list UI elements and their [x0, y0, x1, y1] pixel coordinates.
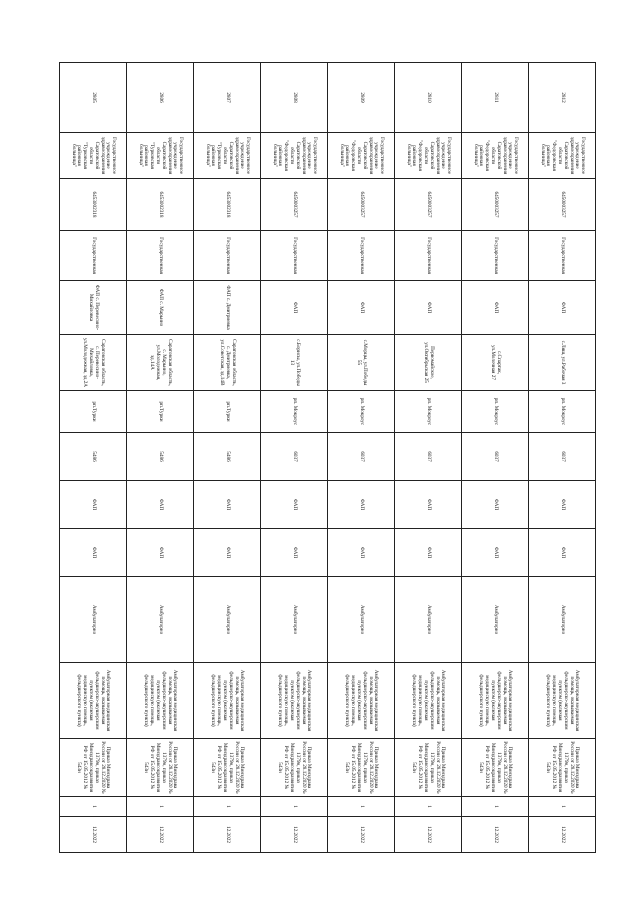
cell-ownership: Государственная: [395, 231, 462, 281]
cell-address: Саратовская область, с. Дмитриевка, ул.Советская, зд.14В: [194, 335, 261, 391]
cell-inn: 6453002318: [60, 179, 127, 231]
cell-id: 2811: [462, 63, 529, 133]
cell-unit-type1: ФАП: [194, 481, 261, 529]
cell-unit-name: ФАП: [395, 281, 462, 335]
cell-settlement: рп.Турки: [127, 391, 194, 433]
facility-register-table: [59, 62, 596, 853]
cell-unit-type1: ФАП: [60, 481, 127, 529]
cell-id: 2812: [529, 63, 596, 133]
cell-care-type: Амбулаторно: [328, 577, 395, 663]
cell-settlement: рп.Турки: [194, 391, 261, 433]
cell-ownership: Государственная: [328, 231, 395, 281]
cell-address: Первомайское, ул.Октябрьская 25: [395, 335, 462, 391]
cell-scope: Амбулаторная медицинская помощь, оказываемая фельдшерско-акушерским пунктом (включая медицинскую помощь, фельдшерского пункта): [462, 663, 529, 739]
cell-unit-type1: ФАП: [462, 481, 529, 529]
table-row: [194, 63, 261, 853]
cell-settlement: рп. Мокроус: [529, 391, 596, 433]
cell-basis: Приказ Минздрава России от 28.12.2020 № 1379н, приказ Минздравсоцразвития РФ от 15.05.2012 № 543н: [127, 739, 194, 797]
cell-org: Государственное учреждение здравоохранения Саратовской области "Федоровская районная больница": [529, 133, 596, 179]
cell-unit-name: ФАП: [328, 281, 395, 335]
cell-flag: 1: [328, 797, 395, 817]
cell-id: 2808: [261, 63, 328, 133]
cell-address: Саратовская область, с. Марьино, ул.Молодежная, зд.14А: [127, 335, 194, 391]
cell-id: 2810: [395, 63, 462, 133]
cell-code: 6037: [328, 433, 395, 481]
cell-inn: 6453002318: [194, 179, 261, 231]
cell-unit-type2: ФАП: [462, 529, 529, 577]
cell-unit-type1: ФАП: [395, 481, 462, 529]
cell-care-type: Амбулаторно: [529, 577, 596, 663]
cell-date: 12.2022: [395, 817, 462, 853]
cell-address: Саратовская область, с. Перевесино-Михайловка, ул.Молодежная, зд.2А: [60, 335, 127, 391]
cell-flag: 1: [462, 797, 529, 817]
cell-org: Государственное учреждение здравоохранения Саратовской области "Турковская районная больница": [60, 133, 127, 179]
cell-inn: 6450003257: [395, 179, 462, 231]
cell-org: Государственное учреждение здравоохранения Саратовской области "Федоровская районная больница": [395, 133, 462, 179]
cell-unit-type1: ФАП: [127, 481, 194, 529]
cell-ownership: Государственная: [462, 231, 529, 281]
cell-care-type: Амбулаторно: [462, 577, 529, 663]
cell-unit-type2: ФАП: [328, 529, 395, 577]
table-row: [261, 63, 328, 853]
cell-code: 5486: [194, 433, 261, 481]
cell-date: 12.2022: [60, 817, 127, 853]
cell-org: Государственное учреждение здравоохранения Саратовской области "Турковская районная больница": [194, 133, 261, 179]
cell-inn: 6453002318: [127, 179, 194, 231]
cell-scope: Амбулаторная медицинская помощь, оказываемая фельдшерско-акушерским пунктом (включая медицинскую помощь, фельдшерского пункта): [395, 663, 462, 739]
cell-settlement: рп. Мокроус: [261, 391, 328, 433]
cell-date: 12.2022: [328, 817, 395, 853]
cell-scope: Амбулаторная медицинская помощь, оказываемая фельдшерско-акушерским пунктом (включая медицинскую помощь, фельдшерского пункта): [127, 663, 194, 739]
cell-basis: Приказ Минздрава России от 28.12.2020 № 1379н, приказ Минздравсоцразвития РФ от 15.05.2012 № 543н: [328, 739, 395, 797]
cell-address: с.Спартак, ул.Молочная 27: [462, 335, 529, 391]
cell-org: Государственное учреждение здравоохранения Саратовской области "Федоровская районная больница": [328, 133, 395, 179]
cell-settlement: рп. Мокроус: [395, 391, 462, 433]
table-row: [328, 63, 395, 853]
cell-flag: 1: [395, 797, 462, 817]
cell-ownership: Государственная: [127, 231, 194, 281]
cell-ownership: Государственная: [194, 231, 261, 281]
cell-date: 12.2022: [194, 817, 261, 853]
cell-settlement: рп.Турки: [60, 391, 127, 433]
cell-care-type: Амбулаторно: [261, 577, 328, 663]
cell-address: с.Борисы, ул.Победы 13: [261, 335, 328, 391]
cell-basis: Приказ Минздрава России от 28.12.2020 № 1379н, приказ Минздравсоцразвития РФ от 15.05.2012 № 543н: [462, 739, 529, 797]
cell-ownership: Государственная: [261, 231, 328, 281]
cell-address: с.Морцы, ул.Победы 55: [328, 335, 395, 391]
cell-basis: Приказ Минздрава России от 28.12.2020 № 1379н, приказ Минздравсоцразвития РФ от 15.05.2012 № 543н: [60, 739, 127, 797]
cell-unit-type2: ФАП: [60, 529, 127, 577]
cell-date: 12.2022: [261, 817, 328, 853]
register-rows: [60, 63, 596, 853]
cell-ownership: Государственная: [60, 231, 127, 281]
cell-unit-name: ФАП с. Марьино: [127, 281, 194, 335]
cell-scope: Амбулаторная медицинская помощь, оказываемая фельдшерско-акушерским пунктом (включая медицинскую помощь, фельдшерского пункта): [529, 663, 596, 739]
cell-flag: 1: [60, 797, 127, 817]
rotated-register-table: [62, 62, 596, 852]
cell-unit-name: ФАП: [529, 281, 596, 335]
cell-inn: 6450003257: [462, 179, 529, 231]
cell-unit-type2: ФАП: [529, 529, 596, 577]
cell-ownership: Государственная: [529, 231, 596, 281]
cell-scope: Амбулаторная медицинская помощь, оказываемая фельдшерско-акушерским пунктом (включая медицинскую помощь, фельдшерского пункта): [60, 663, 127, 739]
cell-care-type: Амбулаторно: [127, 577, 194, 663]
cell-inn: 6450003257: [328, 179, 395, 231]
cell-date: 12.2022: [529, 817, 596, 853]
cell-unit-name: ФАП с. Перевесино-Михайловка: [60, 281, 127, 335]
cell-date: 12.2022: [127, 817, 194, 853]
cell-scope: Амбулаторная медицинская помощь, оказываемая фельдшерско-акушерским пунктом (включая медицинскую помощь, фельдшерского пункта): [194, 663, 261, 739]
cell-settlement: рп. Мокроус: [328, 391, 395, 433]
cell-care-type: Амбулаторно: [395, 577, 462, 663]
cell-address: с.Ляш, ул.Рабочая 3: [529, 335, 596, 391]
cell-flag: 1: [127, 797, 194, 817]
table-row: [462, 63, 529, 853]
cell-care-type: Амбулаторно: [194, 577, 261, 663]
cell-org: Государственное учреждение здравоохранения Саратовской области "Турковская районная больница": [127, 133, 194, 179]
cell-unit-type2: ФАП: [194, 529, 261, 577]
cell-org: Государственное учреждение здравоохранения Саратовской области "Федоровская районная больница": [462, 133, 529, 179]
cell-basis: Приказ Минздрава России от 28.12.2020 № 1379н, приказ Минздравсоцразвития РФ от 15.05.2012 № 543н: [194, 739, 261, 797]
table-row: [60, 63, 127, 853]
cell-code: 6037: [395, 433, 462, 481]
cell-care-type: Амбулаторно: [60, 577, 127, 663]
cell-date: 12.2022: [462, 817, 529, 853]
cell-unit-type1: ФАП: [261, 481, 328, 529]
table-row: [395, 63, 462, 853]
cell-basis: Приказ Минздрава России от 28.12.2020 № 1379н, приказ Минздравсоцразвития РФ от 15.05.2012 № 543н: [261, 739, 328, 797]
cell-unit-name: ФАП с. Дмитриевка: [194, 281, 261, 335]
cell-basis: Приказ Минздрава России от 28.12.2020 № 1379н, приказ Минздравсоцразвития РФ от 15.05.2012 № 543н: [395, 739, 462, 797]
cell-code: 6037: [261, 433, 328, 481]
cell-flag: 1: [261, 797, 328, 817]
cell-code: 6037: [529, 433, 596, 481]
cell-unit-type1: ФАП: [529, 481, 596, 529]
cell-unit-type1: ФАП: [328, 481, 395, 529]
cell-flag: 1: [529, 797, 596, 817]
cell-scope: Амбулаторная медицинская помощь, оказываемая фельдшерско-акушерским пунктом (включая медицинскую помощь, фельдшерского пункта): [261, 663, 328, 739]
cell-unit-type2: ФАП: [395, 529, 462, 577]
cell-code: 5486: [127, 433, 194, 481]
cell-id: 2805: [60, 63, 127, 133]
cell-unit-name: ФАП: [261, 281, 328, 335]
table-row: [127, 63, 194, 853]
cell-settlement: рп. Мокроус: [462, 391, 529, 433]
cell-code: 5486: [60, 433, 127, 481]
cell-basis: Приказ Минздрава России от 28.12.2020 № 1379н, приказ Минздравсоцразвития РФ от 15.05.2012 № 543н: [529, 739, 596, 797]
cell-org: Государственное учреждение здравоохранения Саратовской области "Федоровская районная больница": [261, 133, 328, 179]
table-row: [529, 63, 596, 853]
cell-unit-type2: ФАП: [261, 529, 328, 577]
cell-inn: 6450003257: [261, 179, 328, 231]
cell-id: 2806: [127, 63, 194, 133]
cell-scope: Амбулаторная медицинская помощь, оказываемая фельдшерско-акушерским пунктом (включая медицинскую помощь, фельдшерского пункта): [328, 663, 395, 739]
cell-id: 2807: [194, 63, 261, 133]
cell-unit-name: ФАП: [462, 281, 529, 335]
cell-code: 6037: [462, 433, 529, 481]
cell-unit-type2: ФАП: [127, 529, 194, 577]
cell-flag: 1: [194, 797, 261, 817]
cell-id: 2809: [328, 63, 395, 133]
cell-inn: 6450003257: [529, 179, 596, 231]
